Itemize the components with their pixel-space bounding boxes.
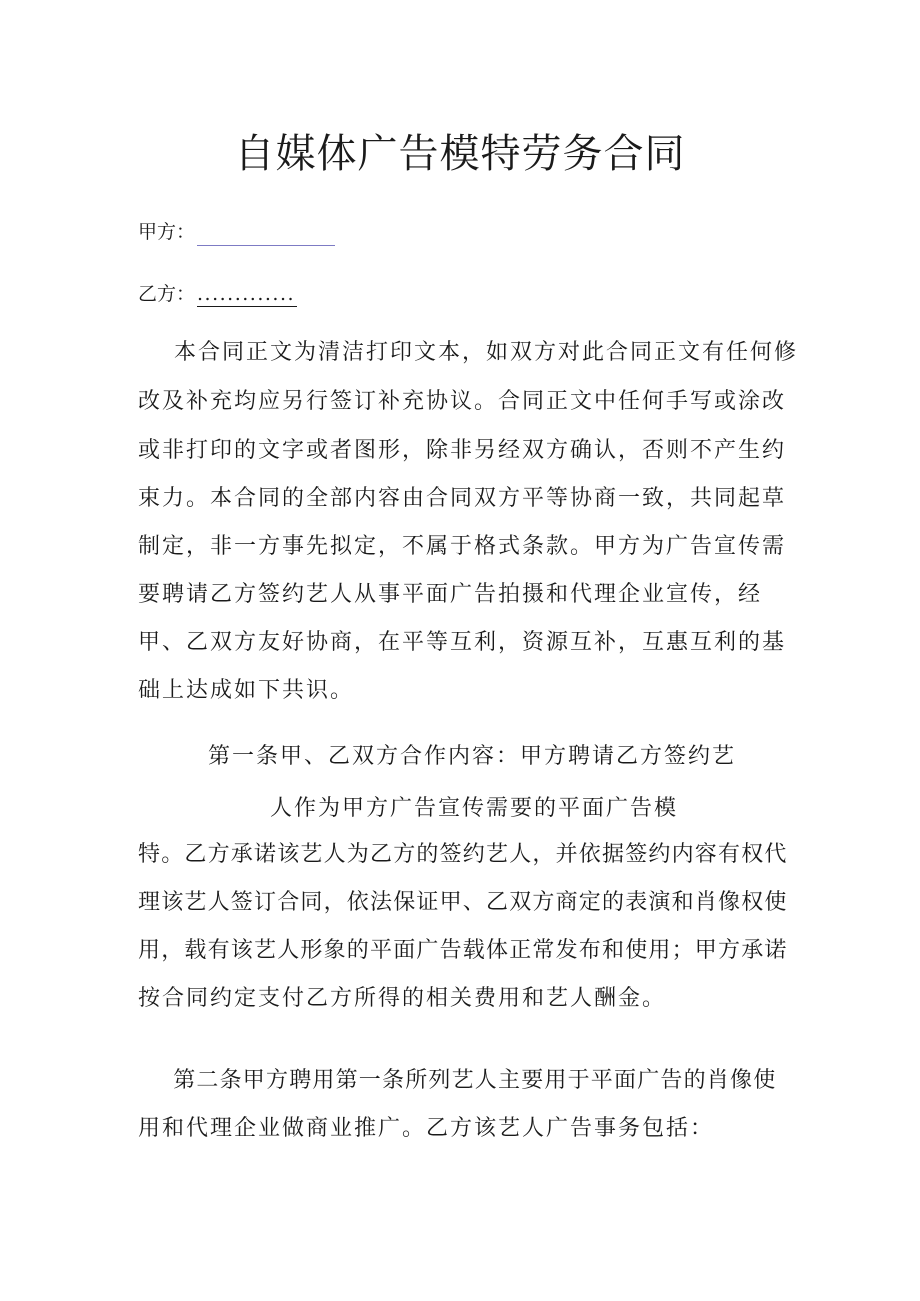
intro-line: 础上达成如下共识。 — [138, 678, 355, 703]
article1-line: 用，载有该艺人形象的平面广告载体正常发布和使用；甲方承诺 — [138, 938, 788, 963]
article1-line: 人作为甲方广告宣传需要的平面广告模 — [270, 796, 679, 821]
article2-line: 第二条甲方聘用第一条所列艺人主要用于平面广告的肖像使 — [150, 1068, 777, 1093]
intro-line: 甲、乙双方友好协商，在平等互利，资源互补，互惠互利的基 — [138, 630, 787, 655]
intro-line: 制定，非一方事先拟定，不属于格式条款。甲方为广告宣传需 — [138, 534, 787, 559]
contract-title: 自媒体广告模特劳务合同 — [234, 131, 686, 177]
party-b-label: 乙方： — [138, 283, 196, 305]
article2-line: 用和代理企业做商业推广。乙方该艺人广告事务包括： — [138, 1116, 715, 1141]
party-b-row — [138, 280, 297, 308]
article1-line: 第一条甲、乙双方合作内容：甲方聘请乙方签约艺 — [208, 744, 737, 769]
party-b-blank[interactable]: ............. — [197, 283, 296, 305]
party-a-blank[interactable] — [197, 223, 335, 246]
party-a-label: 甲方： — [138, 221, 196, 243]
party-a-row — [138, 218, 335, 246]
intro-line: 改及补充均应另行签订补充协议。合同正文中任何手写或涂改 — [138, 389, 787, 414]
article1-line: 理该艺人签订合同，依法保证甲、乙双方商定的表演和肖像权使 — [138, 890, 788, 915]
article1-line: 按合同约定支付乙方所得的相关费用和艺人酬金。 — [138, 986, 667, 1011]
intro-line: 本合同正文为清洁打印文本，如双方对此合同正文有任何修 — [150, 340, 799, 365]
intro-line: 要聘请乙方签约艺人从事平面广告拍摄和代理企业宣传，经 — [138, 582, 763, 607]
intro-line: 或非打印的文字或者图形，除非另经双方确认，否则不产生约 — [138, 438, 787, 463]
article1-line: 特。乙方承诺该艺人为乙方的签约艺人，并依据签约内容有权代 — [138, 842, 788, 867]
intro-line: 束力。本合同的全部内容由合同双方平等协商一致，共同起草 — [138, 486, 787, 511]
